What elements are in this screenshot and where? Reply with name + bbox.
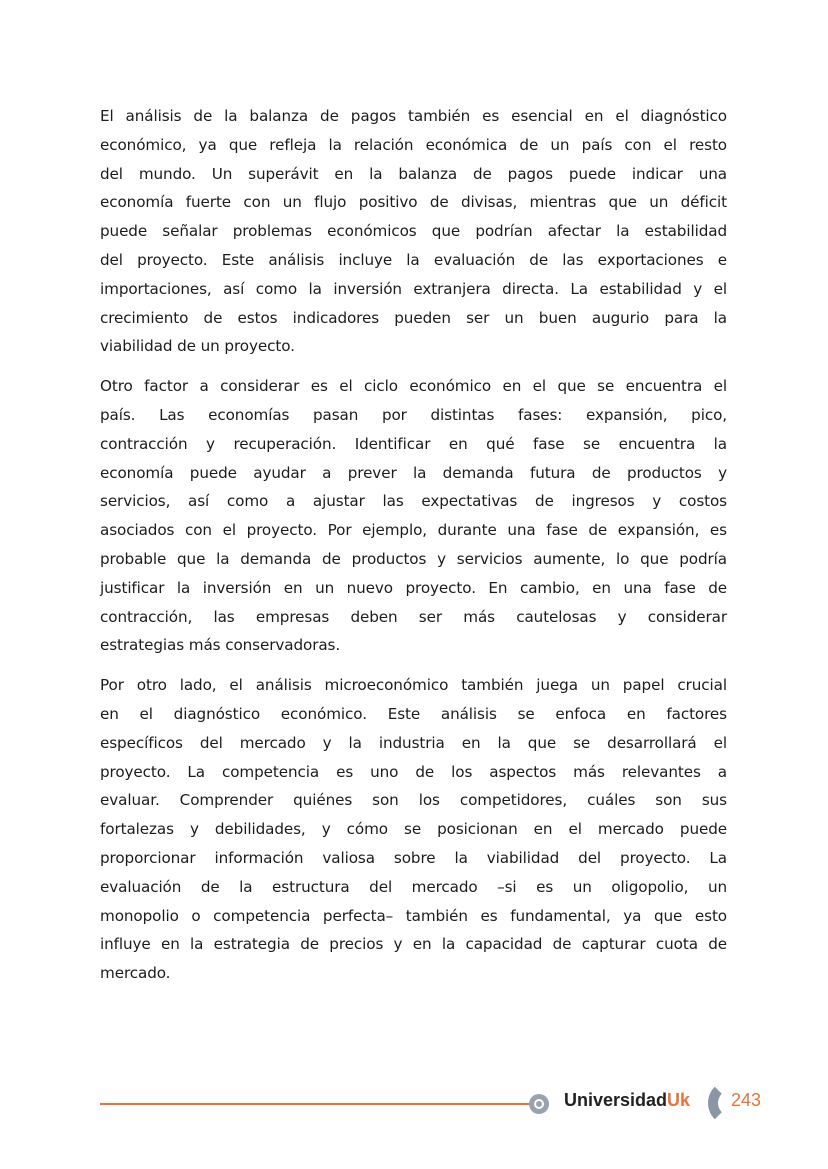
text-line: justificar la inversión en un nuevo proyecto. En cambio, en una fase de [100,578,727,597]
paragraph [100,102,727,361]
text-line: probable que la demanda de productos y servicios aumente, lo que podría [100,549,727,568]
text-line: Otro factor a considerar es el ciclo económico en el que se encuentra el [100,377,727,396]
text-line: mercado. [100,964,171,983]
text-line: economía puede ayudar a prever la demanda futura de productos y [100,463,727,482]
text-line: viabilidad de un proyecto. [100,337,295,356]
text-line: económico, ya que refleja la relación económica de un país con el resto [100,135,727,154]
text-line: contracción, las empresas deben ser más cautelosas y considerar [100,607,727,626]
brand-name: Universidad [564,1090,668,1110]
text-line: contracción y recuperación. Identificar en qué fase se encuentra la [100,434,727,453]
footer-brand [564,1090,690,1111]
text-line: crecimiento de estos indicadores pueden ser un buen augurio para la [100,308,727,327]
text-line: en el diagnóstico económico. Este análisis se enfoca en factores [100,704,727,723]
text-line: Por otro lado, el análisis microeconómico también juega un papel crucial [100,676,727,695]
text-line: importaciones, así como la inversión extranjera directa. La estabilidad y el [100,279,727,298]
body-text [100,102,727,999]
text-line: del mundo. Un superávit en la balanza de pagos puede indicar una [100,164,727,183]
paragraph [100,671,727,988]
footer-divider [100,1103,530,1105]
text-line: evaluar. Comprender quiénes son los competidores, cuáles son sus [100,791,727,810]
footer-bullet-icon [529,1094,549,1114]
brand-suffix: Uk [667,1090,691,1110]
paragraph [100,372,727,660]
text-line: evaluación de la estructura del mercado –si es un oligopolio, un [100,877,727,896]
text-line: servicios, así como a ajustar las expectativas de ingresos y costos [100,492,727,511]
text-line: monopolio o competencia perfecta– también es fundamental, ya que esto [100,906,727,925]
page-number: 243 [731,1090,762,1110]
text-line: fortalezas y debilidades, y cómo se posicionan en el mercado puede [100,820,727,839]
text-line: proporcionar información valiosa sobre la viabilidad del proyecto. La [100,848,727,867]
text-line: estrategias más conservadoras. [100,636,341,655]
text-line: específicos del mercado y la industria en la que se desarrollará el [100,733,727,752]
text-line: puede señalar problemas económicos que podrían afectar la estabilidad [100,222,727,241]
text-line: país. Las economías pasan por distintas fases: expansión, pico, [100,405,727,424]
text-line: asociados con el proyecto. Por ejemplo, durante una fase de expansión, es [100,521,727,540]
text-line: El análisis de la balanza de pagos también es esencial en el diagnóstico [100,107,727,125]
text-line: del proyecto. Este análisis incluye la evaluación de las exportaciones e [100,250,727,269]
text-line: proyecto. La competencia es uno de los aspectos más relevantes a [100,762,727,781]
text-line: influye en la estrategia de precios y en la capacidad de capturar cuota de [100,935,727,954]
text-line: economía fuerte con un flujo positivo de divisas, mientras que un déficit [100,193,727,212]
